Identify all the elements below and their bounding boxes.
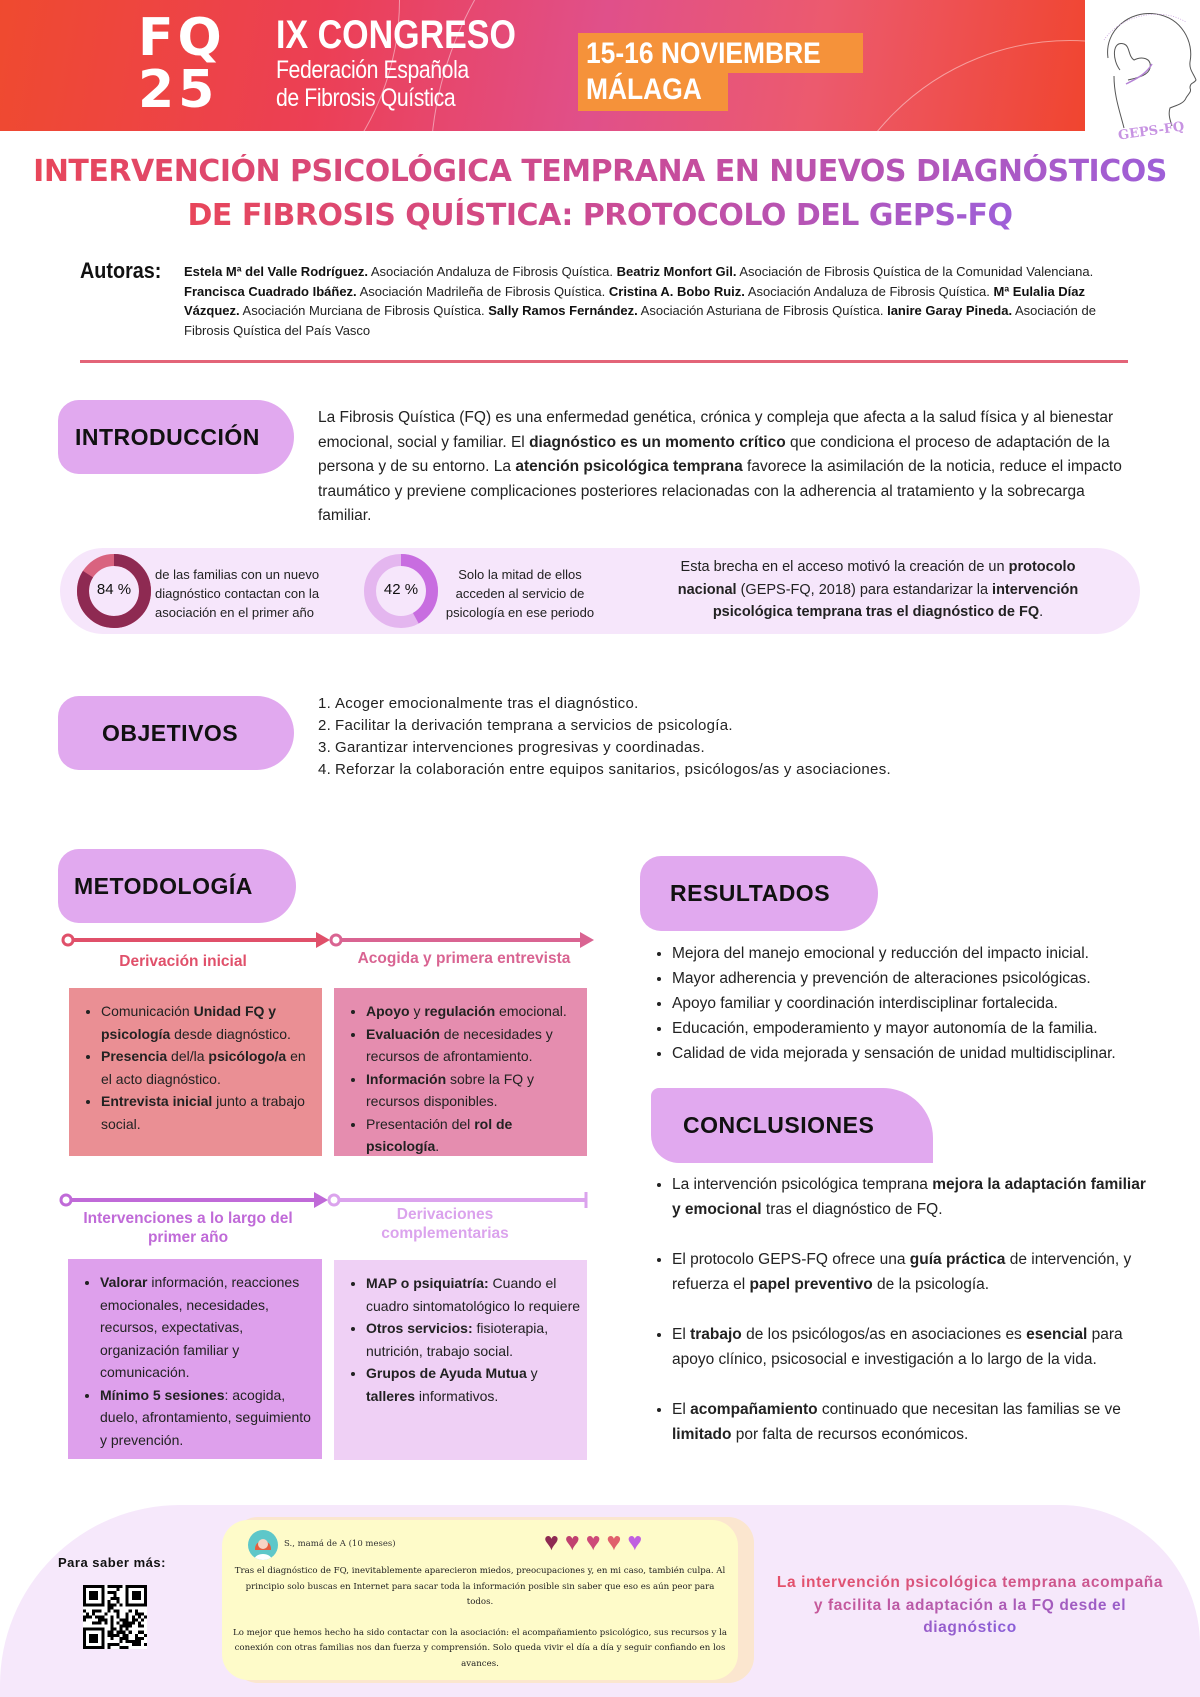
step-box-intervenciones — [68, 1259, 322, 1459]
methodology-heading — [58, 849, 296, 923]
conclusions-list — [652, 1172, 1152, 1472]
text: y — [409, 1003, 425, 1019]
stat-84-value: 84 % — [96, 581, 132, 598]
text: Presentación del — [366, 1115, 475, 1132]
introduction-text — [318, 406, 1138, 529]
conclusion-item — [672, 1322, 1152, 1372]
bold-text: Valorar — [100, 1274, 148, 1290]
objective-item — [318, 759, 891, 781]
authors-label: Autoras: — [80, 258, 162, 283]
text: La intervención psicológica temprana — [672, 1176, 933, 1193]
text: en el acto diagnóstico. — [101, 1048, 306, 1087]
text: El — [672, 1326, 691, 1343]
step-derivacion-inicial: Derivación inicial — [119, 953, 247, 970]
text: de la psicología. — [872, 1276, 990, 1293]
objective-text: Garantizar intervenciones progresivas y coordinadas. — [335, 739, 705, 756]
method-item — [366, 1272, 581, 1317]
author-name: Mª Eulalia Díaz Vázquez. — [184, 283, 1086, 318]
timeline-node — [329, 1195, 339, 1205]
objectives-list — [318, 693, 891, 781]
conclusion-item — [672, 1247, 1152, 1297]
congress-city: MÁLAGA — [586, 73, 702, 106]
bold-text: Mínimo 5 sesiones — [100, 1386, 225, 1403]
congress-name — [276, 14, 558, 112]
bold-text: Grupos de Ayuda Mutua — [366, 1365, 527, 1381]
intro-bold-part: diagnóstico es un momento crítico — [529, 433, 786, 451]
result-item: • Apoyo familiar y coordinación interdisciplinar fortalecida. — [672, 991, 1116, 1016]
statistics-band — [60, 548, 1140, 634]
bold-text: MAP o psiquiatría: — [366, 1275, 489, 1291]
avatar — [248, 1530, 278, 1560]
bold-text: mejora la adaptación familiar y emocional — [672, 1176, 1146, 1218]
statement-text-part: Esta brecha en el acceso motivó la creación de un — [680, 559, 1009, 575]
heart-icon: ♥ — [564, 1528, 580, 1556]
text: : acogida, duelo, afrontamiento, seguimiento y prevención. — [100, 1386, 311, 1448]
objective-item — [318, 715, 891, 737]
result-item: • Mejora del manejo emocional y reducción del impacto inicial. — [672, 941, 1116, 966]
bold-text: esencial — [1026, 1326, 1088, 1343]
bold-text: Evaluación — [366, 1025, 440, 1042]
timeline-node — [331, 935, 341, 945]
bold-text: trabajo — [690, 1326, 742, 1343]
step-derivaciones-complementarias: Derivaciones complementarias — [381, 1206, 509, 1242]
bold-text: papel preventivo — [749, 1276, 873, 1293]
objective-number: 1. — [318, 695, 332, 712]
title-line-1: INTERVENCIÓN PSICOLÓGICA TEMPRANA EN NUEVOS DIAGNÓSTICOS — [33, 154, 1167, 189]
method-item — [101, 1045, 316, 1090]
stat-42-value: 42 % — [383, 581, 419, 598]
timeline-arrow-icon — [580, 932, 594, 948]
poster-title — [0, 150, 1200, 238]
step-intervenciones: Intervenciones a lo largo del primer año — [83, 1210, 293, 1246]
bold-text: rol de psicología — [366, 1115, 513, 1154]
method-item — [366, 1023, 581, 1068]
results-heading-text: RESULTADOS — [670, 880, 831, 906]
avatar-woman-icon — [248, 1530, 278, 1560]
author-name: Beatriz Monfort Gil. — [616, 264, 737, 279]
logo-line-2: 25 — [138, 60, 219, 120]
geps-fq-logo — [1090, 0, 1200, 150]
congress-title: IX CONGRESO — [276, 13, 516, 57]
intro-bold-part: atención psicológica temprana — [515, 458, 743, 475]
conclusion-item — [672, 1172, 1152, 1222]
results-heading — [640, 856, 878, 931]
date-badge — [578, 33, 863, 73]
introduction-heading — [58, 400, 294, 474]
author-name: Sally Ramos Fernández. — [488, 303, 638, 318]
bold-text: psicólogo/a — [208, 1048, 287, 1064]
timeline-arrow-icon — [314, 1192, 328, 1208]
result-item: • Mayor adherencia y prevención de alteraciones psicológicas. — [672, 966, 1116, 991]
method-item — [366, 1113, 581, 1158]
timeline-node — [61, 1195, 71, 1205]
objective-number: 4. — [318, 761, 332, 778]
method-item — [101, 1090, 316, 1135]
objective-number: 2. — [318, 717, 332, 734]
author-affiliation: Asociación Andaluza de Fibrosis Quística. — [370, 264, 613, 279]
step-box-derivaciones — [334, 1260, 587, 1460]
text: por falta de recursos económicos. — [731, 1426, 969, 1443]
closing-message-text: La intervención psicológica temprana acompaña y facilita la adaptación a la FQ desde el diagnóstico — [776, 1574, 1164, 1636]
conclusions-heading-text: CONCLUSIONES — [683, 1112, 875, 1138]
objective-item — [318, 693, 891, 715]
text: para apoyo clínico, psicosocial e investigación a lo largo de la vida. — [672, 1326, 1123, 1368]
text: . — [435, 1138, 440, 1154]
objective-number: 3. — [318, 739, 332, 756]
heart-rating — [544, 1530, 642, 1555]
text: Cuando el cuadro sintomatológico lo requiere — [366, 1275, 581, 1314]
objective-text: Facilitar la derivación temprana a servicios de psicología. — [335, 717, 733, 734]
method-item — [366, 1317, 581, 1362]
method-item — [101, 1000, 316, 1045]
title-line-2: DE FIBROSIS QUÍSTICA: PROTOCOLO DEL GEPS-FQ — [187, 198, 1013, 233]
bold-text: Presencia — [101, 1048, 168, 1064]
more-info-label: Para saber más: — [58, 1555, 166, 1570]
text: y — [526, 1365, 538, 1381]
testimonial-author: S., mamá de A (10 meses) — [284, 1539, 396, 1549]
method-item — [100, 1271, 316, 1384]
logo-line-1: FQ — [138, 8, 226, 68]
statement-bold-part: protocolo nacional — [677, 559, 1076, 598]
text: El protocolo GEPS-FQ ofrece una — [672, 1251, 910, 1268]
heart-icon: ♥ — [585, 1528, 601, 1556]
text: del/la — [167, 1048, 209, 1064]
testimonial-paragraph-1: Tras el diagnóstico de FQ, inevitablemente aparecieron miedos, preocupaciones y, en mi caso, también culpa. Al principio solo buscas en Internet para sacar toda la información posible sin saber que eso es aún peor para todos. — [234, 1566, 726, 1607]
federation-line-2: de Fibrosis Quística — [276, 84, 456, 112]
text: emocional. — [495, 1003, 567, 1019]
testimonial-text — [232, 1564, 728, 1672]
closing-message — [770, 1572, 1170, 1640]
text: junto a trabajo social. — [101, 1093, 305, 1132]
bold-text: Entrevista inicial — [101, 1093, 213, 1109]
author-affiliation: Asociación Murciana de Fibrosis Quística. — [242, 303, 485, 318]
intro-text-part: que condiciona el proceso de adaptación de la persona y de su entorno. La — [318, 433, 1110, 475]
fq25-logo — [138, 8, 250, 124]
heart-icon: ♥ — [606, 1528, 622, 1556]
step-acogida: Acogida y primera entrevista — [357, 950, 571, 967]
timeline-node — [63, 935, 73, 945]
bold-text: guía práctica — [909, 1251, 1006, 1268]
text: informativos. — [415, 1387, 499, 1404]
intro-text-part: favorece la asimilación de la noticia, reduce el impacto traumático y previene complicaciones posteriores relacionadas con la adherencia al tratamiento y la sobrecarga familiar. — [318, 458, 1122, 524]
objectives-heading-text: OBJETIVOS — [102, 719, 239, 746]
objectives-heading — [58, 696, 294, 770]
author-name: Cristina A. Bobo Ruiz. — [608, 283, 745, 299]
congress-banner — [0, 0, 1085, 131]
text: de los psicólogos/as en asociaciones es — [741, 1326, 1027, 1343]
authors-list — [184, 262, 1134, 340]
author-affiliation: Asociación de Fibrosis Quística del País Vasco — [184, 303, 1096, 338]
result-item: • Educación, empoderamiento y mayor autonomía de la familia. — [672, 1016, 1116, 1041]
results-list — [652, 941, 1116, 1066]
conclusion-item — [672, 1397, 1152, 1447]
bold-text: talleres — [366, 1387, 416, 1404]
conclusions-heading — [651, 1088, 933, 1163]
methodology-heading-text: METODOLOGÍA — [74, 872, 253, 899]
congress-date: 15-16 NOVIEMBRE — [586, 37, 821, 70]
heart-icon: ♥ — [544, 1528, 559, 1556]
objective-text: Acoger emocionalmente tras el diagnóstico. — [335, 695, 639, 712]
stat-42-description: Solo la mitad de ellos acceden al servicio de psicología en ese periodo — [445, 567, 595, 620]
section-divider — [80, 360, 1128, 363]
qr-code-icon[interactable] — [83, 1585, 147, 1649]
method-item — [100, 1384, 316, 1452]
text: información, reacciones emocionales, necesidades, recursos, expectativas, organización familiar y comunicación. — [100, 1274, 300, 1380]
bold-text: Otros servicios: — [366, 1320, 473, 1336]
text: El — [672, 1401, 691, 1418]
text: tras el diagnóstico de FQ. — [761, 1201, 943, 1218]
heart-icon: ♥ — [627, 1528, 643, 1556]
text: de intervención, y refuerza el — [672, 1251, 1132, 1293]
text: fisioterapia, nutrición, trabajo social. — [366, 1320, 549, 1359]
statement-text-part: . — [1039, 604, 1044, 620]
author-affiliation: Asociación Madrileña de Fibrosis Quística. — [359, 283, 606, 299]
geps-fq-label: GEPS-FQ — [1117, 119, 1186, 144]
author-affiliation: Asociación Andaluza de Fibrosis Quística. — [747, 283, 990, 299]
text: desde diagnóstico. — [170, 1025, 291, 1042]
bold-text: acompañamiento — [690, 1401, 818, 1418]
testimonial-paragraph-2: Lo mejor que hemos hecho ha sido contactar con la asociación: el acompañamiento psicológico, sus recursos y la conexión con otras familias nos dan fuerza y comprensión. Solo queda vivir el día a día y seguir confiando en los avances. — [233, 1627, 727, 1669]
text: continuado que necesitan las familias se ve — [817, 1401, 1121, 1418]
head-heart-icon — [1090, 0, 1200, 130]
statement-text-part: (GEPS-FQ, 2018) para estandarizar la — [736, 581, 993, 598]
testimonial-card — [222, 1520, 738, 1680]
bold-text: regulación — [424, 1003, 496, 1019]
introduction-heading-text: INTRODUCCIÓN — [75, 423, 260, 450]
author-name: Estela Mª del Valle Rodríguez. — [184, 264, 368, 279]
timeline-arrow-icon — [316, 932, 330, 948]
bold-text: Información — [366, 1070, 447, 1087]
step-box-derivacion — [69, 988, 322, 1156]
author-name: Francisca Cuadrado Ibáñez. — [184, 283, 357, 299]
author-affiliation: Asociación de Fibrosis Quística de la Comunidad Valenciana. — [739, 264, 1094, 279]
protocol-statement — [668, 556, 1088, 624]
method-item — [366, 1068, 581, 1113]
text: de necesidades y recursos de afrontamiento. — [366, 1025, 553, 1064]
text: sobre la FQ y recursos disponibles. — [366, 1070, 535, 1109]
method-item — [366, 1362, 581, 1407]
bold-text: Apoyo — [366, 1003, 410, 1019]
objective-text: Reforzar la colaboración entre equipos sanitarios, psicólogos/as y asociaciones. — [335, 761, 891, 778]
step-box-acogida — [334, 988, 587, 1156]
statement-bold-part: intervención psicológica temprana tras el diagnóstico de FQ — [712, 581, 1079, 620]
method-item — [366, 1000, 581, 1023]
bold-text: Unidad FQ y psicología — [101, 1003, 277, 1042]
stat-84-description: de las familias con un nuevo diagnóstico contactan con la asociación en el primer año — [155, 567, 320, 620]
intro-text-part: La Fibrosis Quística (FQ) es una enfermedad genética, crónica y compleja que afecta a la salud física y al bienestar emocional, social y familiar. El — [318, 409, 1114, 451]
federation-line-1: Federación Española — [276, 56, 469, 84]
objective-item — [318, 737, 891, 759]
city-badge — [578, 73, 728, 111]
author-affiliation: Asociación Asturiana de Fibrosis Quística. — [640, 303, 884, 318]
text: Comunicación — [101, 1003, 194, 1019]
bold-text: limitado — [672, 1426, 732, 1443]
result-item: • Calidad de vida mejorada y sensación de unidad multidisciplinar. — [672, 1041, 1116, 1066]
author-name: Ianire Garay Pineda. — [887, 303, 1013, 318]
